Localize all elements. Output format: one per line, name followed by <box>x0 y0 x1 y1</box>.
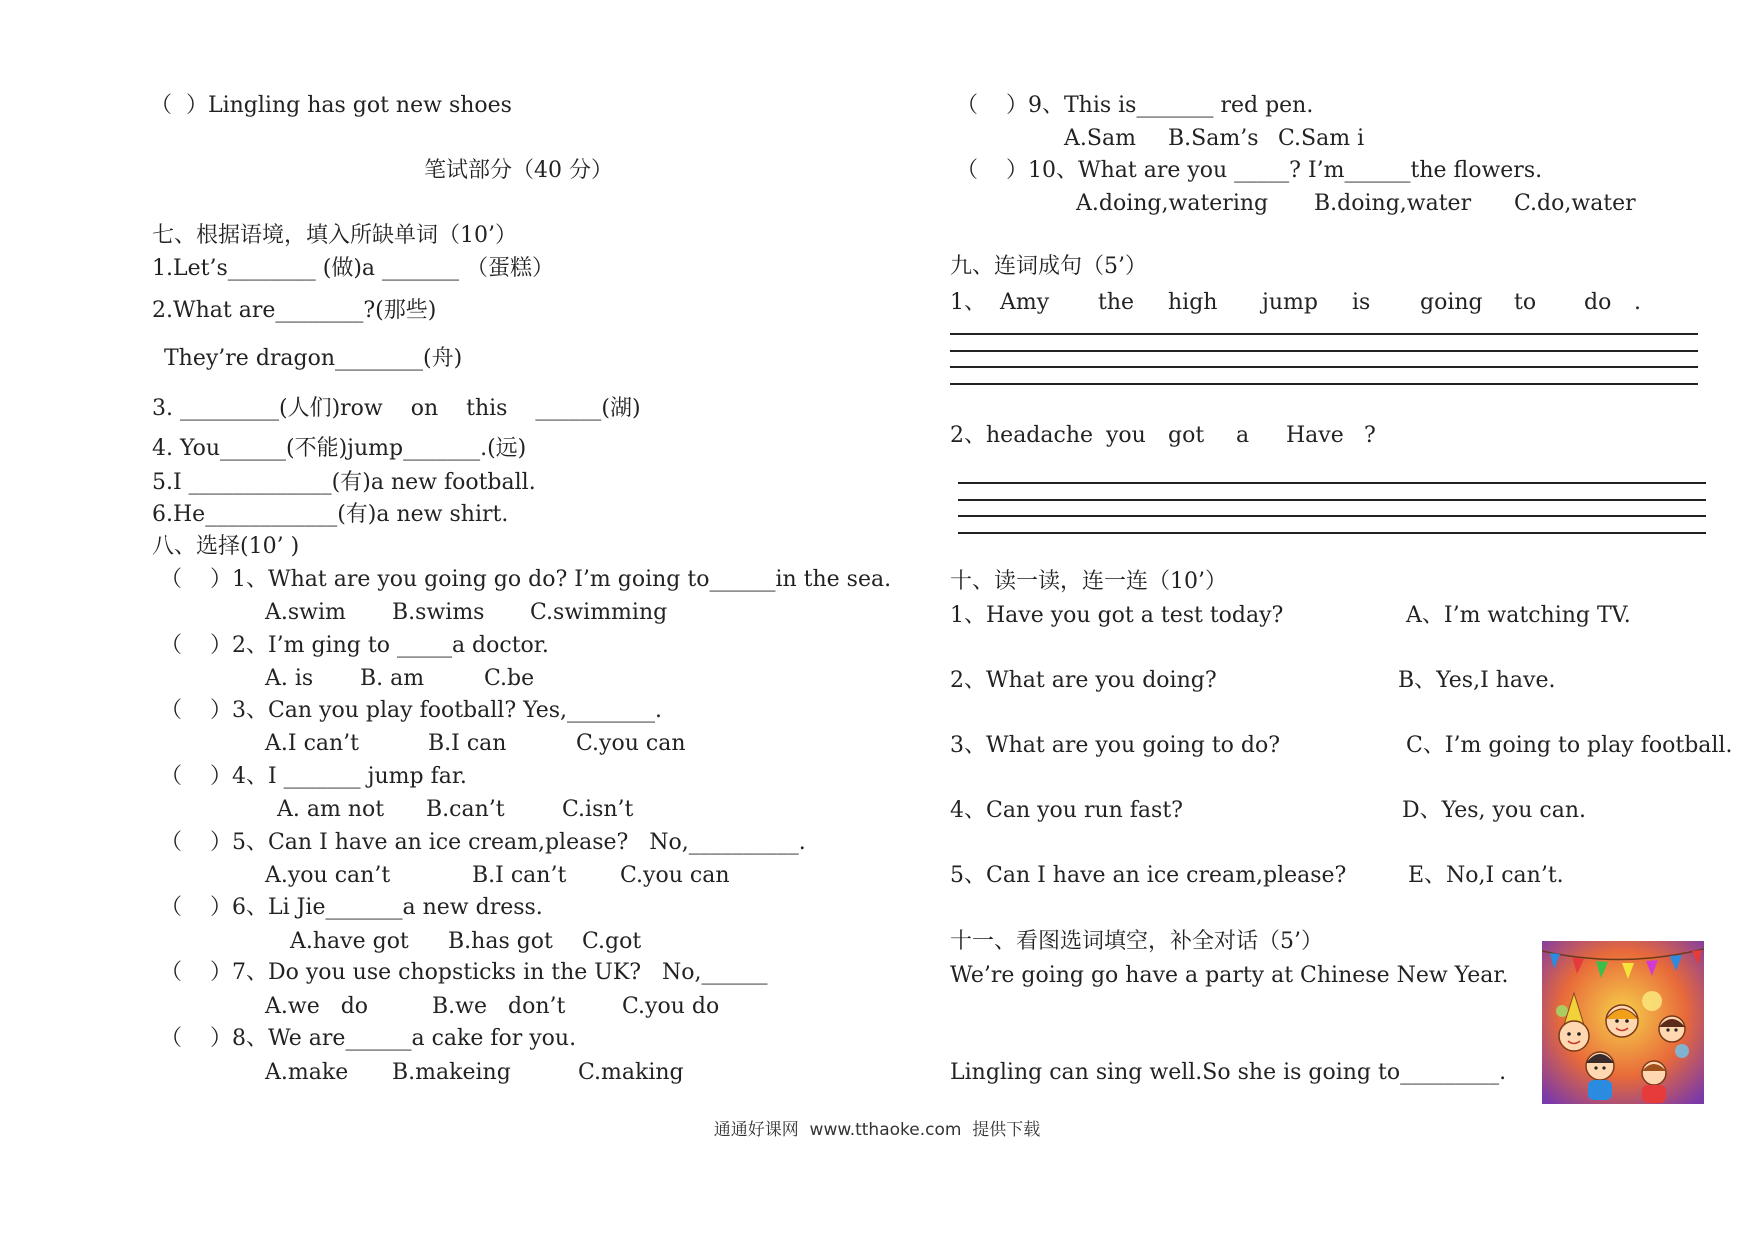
word-token: got <box>1168 423 1205 448</box>
party-illustration <box>1542 941 1704 1104</box>
choice-option: B.can’t <box>426 797 505 822</box>
sec7-line: 2.What are________?(那些) <box>152 298 437 323</box>
section-8-heading: 八、选择(10’ ) <box>152 534 300 559</box>
choice-option: A.Sam <box>1064 126 1136 151</box>
sec7-line: 3. _________(人们)row on this ______(湖) <box>152 396 641 421</box>
section-11-heading: 十一、看图选词填空，补全对话（5’） <box>950 929 1323 954</box>
choice-option: C.got <box>582 929 642 954</box>
match-answer: E、No,I can’t. <box>1408 863 1564 888</box>
match-answer: B、Yes,I have. <box>1398 668 1556 693</box>
word-token: jump <box>1262 290 1318 315</box>
word-token: high <box>1168 290 1218 315</box>
choice-option: A. am not <box>277 797 385 822</box>
choice-option: B.makeing <box>392 1060 511 1085</box>
choice-option: B.I can’t <box>472 863 567 888</box>
choice-option: A.we do <box>265 994 369 1019</box>
word-token: the <box>1098 290 1135 315</box>
word-order-number: 2、 <box>950 423 986 448</box>
choice-option: C.you do <box>622 994 720 1019</box>
choice-question: （ ）5、Can I have an ice cream,please? No,__________. <box>160 830 806 855</box>
sec7-line: 6.He____________(有)a new shirt. <box>152 502 509 527</box>
choice-option: C.you can <box>620 863 730 888</box>
dialogue-line: Lingling can sing well.So she is going to_________. <box>950 1060 1507 1085</box>
choice-option: C.swimming <box>530 600 668 625</box>
choice-option: B.swims <box>392 600 485 625</box>
match-question: 4、Can you run fast? <box>950 798 1183 823</box>
match-question: 3、What are you going to do? <box>950 733 1281 758</box>
choice-option: B.doing,water <box>1314 191 1472 216</box>
word-order-number: 1、 <box>950 290 986 315</box>
match-question: 5、Can I have an ice cream,please? <box>950 863 1347 888</box>
match-answer: C、I’m going to play football. <box>1406 733 1733 758</box>
match-question: 1、Have you got a test today? <box>950 603 1284 628</box>
choice-option: A.doing,watering <box>1076 191 1269 216</box>
word-token: . <box>1634 290 1641 315</box>
choice-question: （ ）7、Do you use chopsticks in the UK? No,______ <box>160 960 768 985</box>
match-answer: D、Yes, you can. <box>1402 798 1586 823</box>
left-top-line: （ ）Lingling has got new shoes <box>150 93 512 118</box>
choice-question: （ ）8、We are______a cake for you. <box>160 1026 577 1051</box>
choice-question: （ ）2、I’m ging to _____a doctor. <box>160 633 549 658</box>
word-token: is <box>1352 290 1371 315</box>
word-token: going <box>1420 290 1483 315</box>
sec7-line: They’re dragon________(舟) <box>164 346 463 371</box>
choice-option: A.I can’t <box>265 731 360 756</box>
word-token: to <box>1514 290 1537 315</box>
choice-option: B. am <box>360 666 425 691</box>
dialogue-line: We’re going go have a party at Chinese New Year. <box>950 963 1509 988</box>
answer-line <box>958 499 1706 501</box>
answer-line <box>950 383 1698 385</box>
choice-option: C.Sam i <box>1278 126 1365 151</box>
choice-option: A.you can’t <box>265 863 391 888</box>
answer-line <box>950 366 1698 368</box>
choice-option: A. is <box>265 666 314 691</box>
written-part-title: 笔试部分（40 分） <box>424 158 613 183</box>
sec7-line: 5.I _____________(有)a new football. <box>152 470 536 495</box>
choice-question: （ ）3、Can you play football? Yes,________. <box>160 698 663 723</box>
choice-option: B.we don’t <box>432 994 566 1019</box>
choice-option: A.swim <box>265 600 346 625</box>
match-answer: A、I’m watching TV. <box>1406 603 1631 628</box>
word-token: ? <box>1364 423 1376 448</box>
answer-line <box>958 482 1706 484</box>
choice-option: B.Sam’s <box>1168 126 1259 151</box>
choice-question: （ ）10、What are you _____? I’m______the flowers. <box>956 158 1543 183</box>
section-10-heading: 十、读一读，连一连（10’） <box>950 569 1227 594</box>
answer-line <box>950 350 1698 352</box>
word-token: do <box>1584 290 1612 315</box>
choice-option: C.you can <box>576 731 686 756</box>
word-token: Amy <box>1000 290 1050 315</box>
choice-option: C.making <box>578 1060 684 1085</box>
choice-question: （ ）4、I _______ jump far. <box>160 764 467 789</box>
choice-option: C.isn’t <box>562 797 634 822</box>
choice-option: C.do,water <box>1514 191 1636 216</box>
sec7-line: 1.Let’s________ (做)a _______ （蛋糕） <box>152 256 555 281</box>
sec7-line: 4. You______(不能)jump_______.(远) <box>152 436 527 461</box>
footer-text: 通通好课网 www.tthaoke.com 提供下载 <box>713 1120 1041 1140</box>
word-token: you <box>1106 423 1146 448</box>
choice-option: A.have got <box>290 929 409 954</box>
choice-option: B.has got <box>448 929 553 954</box>
choice-option: B.I can <box>428 731 507 756</box>
answer-line <box>958 515 1706 517</box>
word-token: headache <box>986 423 1094 448</box>
answer-line <box>958 532 1706 534</box>
section-7-heading: 七、根据语境，填入所缺单词（10’） <box>152 223 517 248</box>
word-token: a <box>1236 423 1250 448</box>
choice-question: （ ）1、What are you going go do? I’m going to______in the sea. <box>160 567 892 592</box>
answer-line <box>950 333 1698 335</box>
choice-question: （ ）6、Li Jie_______a new dress. <box>160 895 543 920</box>
choice-option: C.be <box>484 666 535 691</box>
choice-option: A.make <box>265 1060 349 1085</box>
match-question: 2、What are you doing? <box>950 668 1217 693</box>
section-9-heading: 九、连词成句（5’） <box>950 254 1147 279</box>
choice-question: （ ）9、This is_______ red pen. <box>956 93 1314 118</box>
word-token: Have <box>1286 423 1344 448</box>
